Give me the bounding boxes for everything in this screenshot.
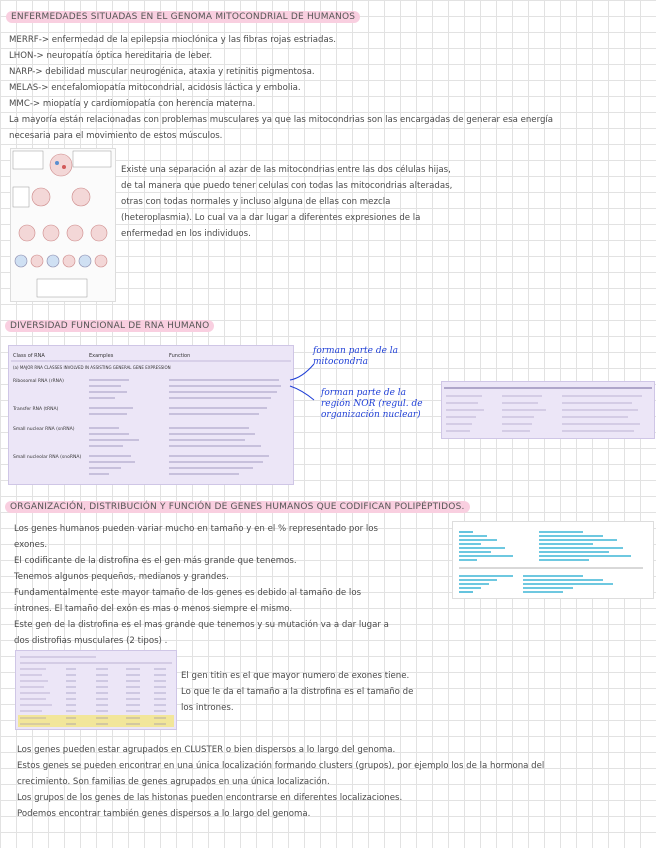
annotation-arrows	[284, 360, 324, 430]
line: enfermedad en los individuos.	[121, 229, 251, 239]
line: Tenemos algunos pequeños, medianos y grandes.	[14, 572, 229, 582]
line: otras con todas normales y incluso alguna de ellas con mezcla	[121, 197, 391, 207]
line: Fundamentalmente este mayor tamaño de los genes es debido al tamaño de los	[14, 588, 362, 598]
line: Podemos encontrar también genes dispersos a lo largo del genoma.	[17, 809, 311, 819]
section1-heading: ENFERMEDADES SITUADAS EN EL GENOMA MITOCONDRIAL DE HUMANOS	[6, 11, 360, 23]
annotation-mitochondria: forman parte de la mitocondria	[313, 346, 399, 367]
section1-text	[9, 32, 553, 144]
line: El codificante de la distrofina es el gen más grande que tenemos.	[14, 556, 297, 566]
gene-exon-table-graphic	[16, 651, 176, 729]
table-header: Function	[169, 353, 191, 359]
rna-classes-table	[8, 345, 294, 485]
line: MELAS-> encefalomiopatía mitocondrial, acidosis láctica y embolia.	[9, 83, 301, 93]
rna-class: Small nuclear RNA (snRNA)	[13, 427, 75, 432]
line: Estos genes se pueden encontrar en una única localización formando clusters (grupos), por ejemplo los de la hormona del	[17, 761, 545, 771]
rna-classes-table-b	[441, 381, 655, 439]
line: crecimiento. Son familias de genes agrupados en una única localización.	[17, 777, 330, 787]
section3-text	[14, 521, 389, 649]
segregation-explanation	[121, 162, 452, 242]
section2-heading: DIVERSIDAD FUNCIONAL DE RNA HUMANO	[5, 320, 214, 332]
rna-table-graphic	[9, 346, 293, 484]
line: Los genes humanos pueden variar mucho en tamaño y en el % representado por los	[14, 524, 378, 534]
annotation-nor: forman parte de la región NOR (regul. de organización nuclear)	[321, 388, 423, 420]
rna-class: Transfer RNA (tRNA)	[13, 407, 59, 412]
line: de tal manera que puedo tener celulas con todas las mitocondrias alteradas,	[121, 181, 453, 191]
line: Este gen de la distrofina es el mas grande que tenemos y su mutación va a dar lugar a	[14, 620, 389, 630]
line: NARP-> debilidad muscular neurogénica, ataxia y retinitis pigmentosa.	[9, 67, 315, 77]
rna-class: Ribosomal RNA (rRNA)	[13, 379, 64, 384]
line: MMC-> miopatía y cardiomiopatía con herencia materna.	[9, 99, 256, 109]
line: dos distrofias musculares (2 tipos) .	[14, 636, 168, 646]
line: Los genes pueden estar agrupados en CLUSTER o bien dispersos a lo largo del genoma.	[17, 745, 396, 755]
line: MERRF-> enfermedad de la epilepsia mioclónica y las fibras rojas estriadas.	[9, 35, 336, 45]
line: El gen titin es el que mayor numero de exones tiene.	[181, 671, 410, 681]
table-caption: (a) MAJOR RNA CLASSES INVOLVED IN ASSISTING GENERAL GENE EXPRESSION	[13, 365, 171, 370]
line: necesaria para el movimiento de estos músculos.	[9, 131, 223, 141]
line: Existe una separación al azar de las mitocondrias entre las dos células hijas,	[121, 165, 451, 175]
line: LHON-> neuropatía óptica hereditaria de leber.	[9, 51, 213, 61]
line: (heteroplasmia). Lo cual va a dar lugar a diferentes expresiones de la	[121, 213, 421, 223]
table-header: Examples	[89, 353, 114, 359]
mitochondria-diagram	[11, 149, 115, 301]
line: Los grupos de los genes de las histonas pueden encontrarse en diferentes localizaciones.	[17, 793, 403, 803]
mitochondria-segregation-figure	[10, 148, 116, 302]
rna-table-b-graphic	[442, 382, 654, 438]
table-explanation	[181, 668, 413, 716]
gene-size-figure	[452, 521, 654, 599]
line: los intrones.	[181, 703, 234, 713]
line: exones.	[14, 540, 48, 550]
line: intrones. El tamaño del exón es mas o menos siempre el mismo.	[14, 604, 293, 614]
rna-class: Small nucleolar RNA (snoRNA)	[13, 455, 82, 460]
section3-heading: ORGANIZACIÓN, DISTRIBUCIÓN Y FUNCIÓN DE GENES HUMANOS QUE CODIFICAN POLIPÉPTIDOS.	[5, 501, 470, 513]
gene-exon-table	[15, 650, 177, 730]
gene-size-graphic	[453, 522, 653, 598]
line: La mayoría están relacionadas con problemas musculares ya que las mitocondrias son las encargadas de generar esa energía	[9, 115, 554, 125]
table-header: Class of RNA	[13, 353, 45, 359]
final-text	[17, 742, 544, 822]
line: Lo que le da el tamaño a la distrofina es el tamaño de	[181, 687, 414, 697]
